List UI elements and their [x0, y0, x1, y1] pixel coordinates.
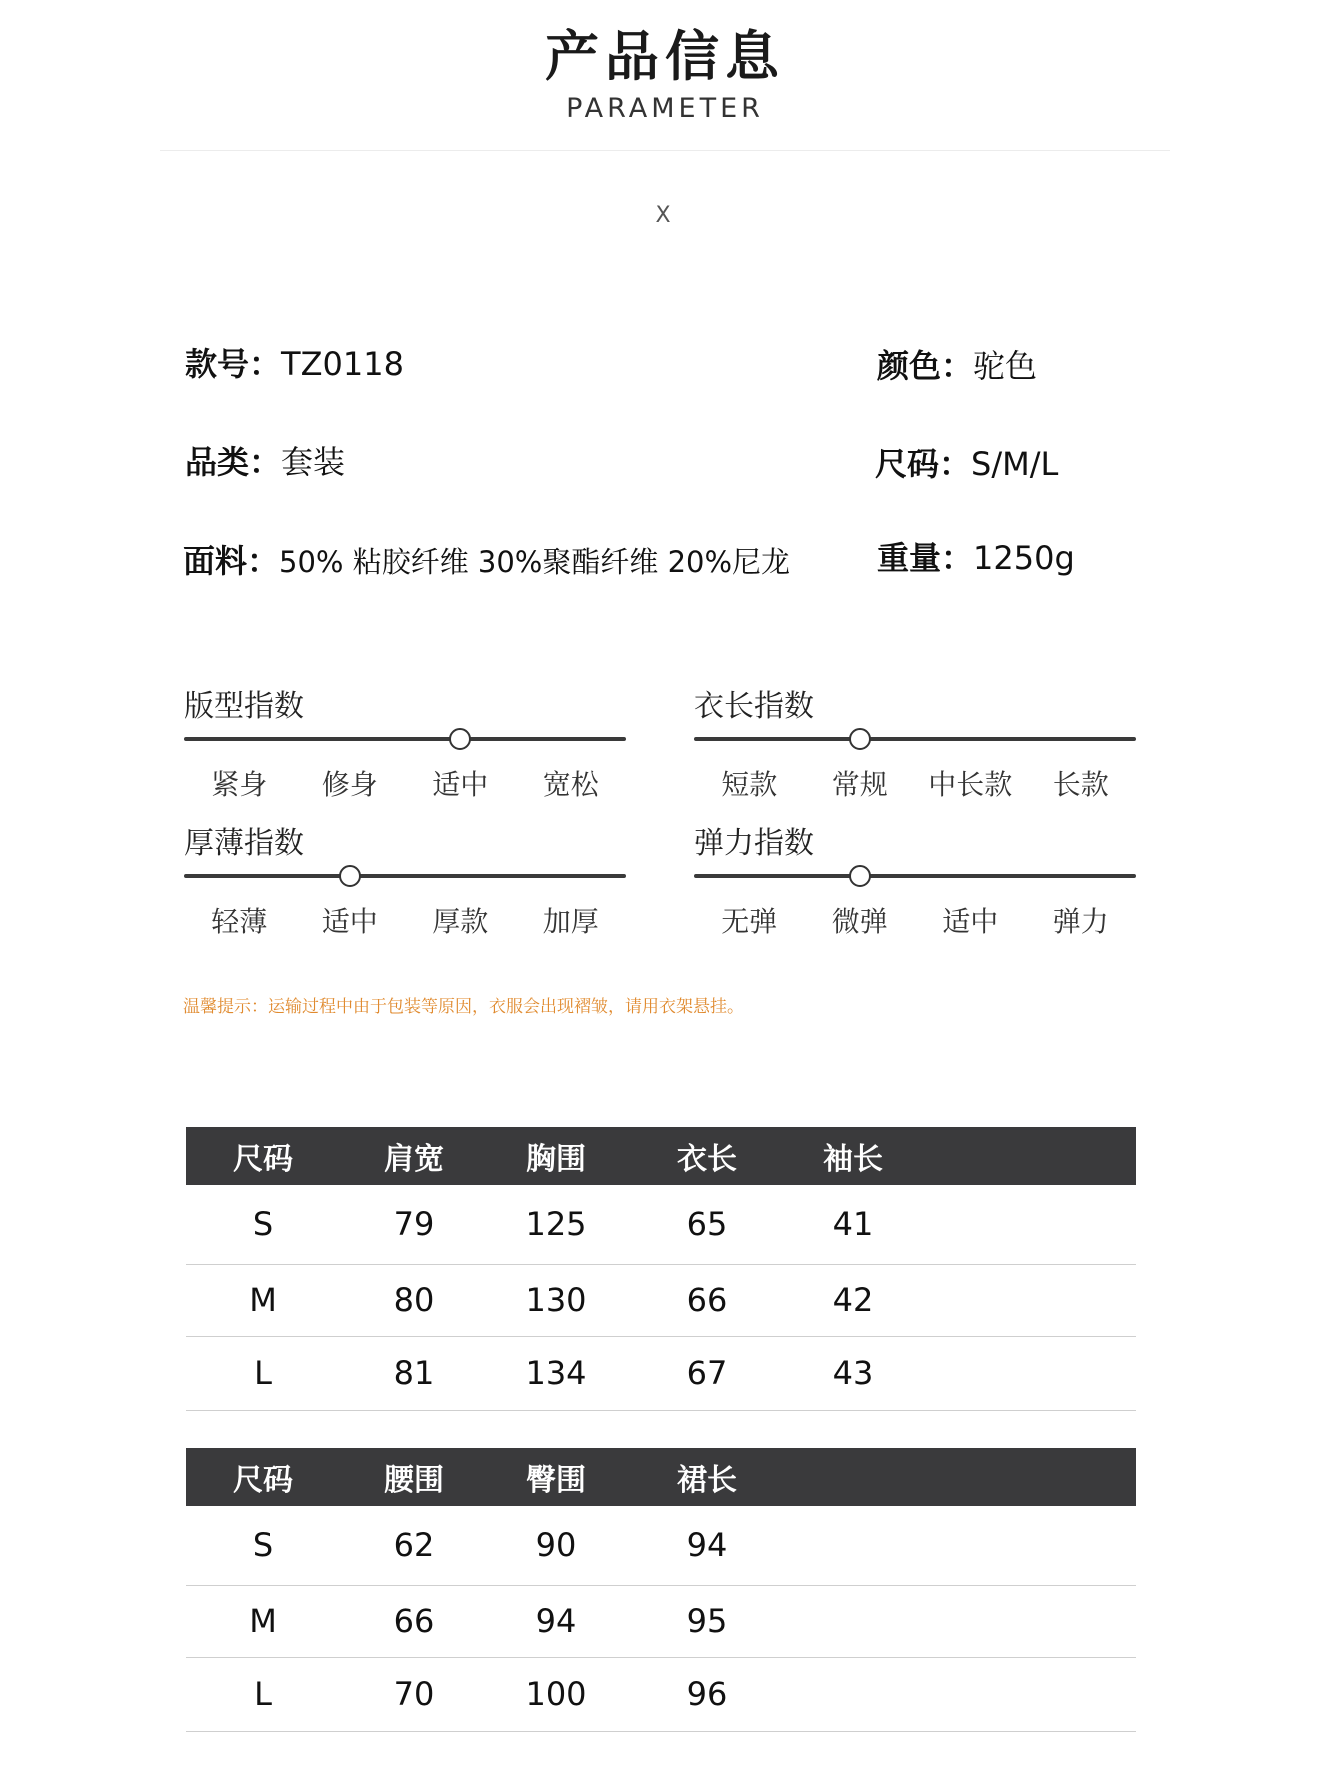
- scale-option: 短款: [721, 768, 778, 801]
- scale-option: 紧身: [211, 768, 268, 801]
- scale-knob: [849, 728, 871, 750]
- scale-option: 弹力: [1052, 905, 1109, 938]
- scale-track: [184, 874, 626, 878]
- table-cell: 95: [624, 1585, 790, 1657]
- table-cell: 94: [624, 1506, 790, 1585]
- table-header-cell: [916, 1127, 1136, 1185]
- scale-track: [694, 737, 1136, 741]
- scale-option: 无弹: [721, 905, 778, 938]
- info-style-no: [185, 343, 404, 385]
- table-header-row: [186, 1448, 1136, 1506]
- table-cell: L: [186, 1336, 340, 1410]
- info-color: [877, 345, 1037, 387]
- table-cell: 43: [790, 1336, 916, 1410]
- info-style-no-value: TZ0118: [281, 345, 404, 383]
- table-header-cell: 衣长: [624, 1127, 790, 1185]
- info-weight-label: 重量：: [877, 539, 974, 577]
- table-header-cell: [790, 1448, 916, 1506]
- table-header-cell: [916, 1448, 1136, 1506]
- table-cell: 81: [340, 1336, 488, 1410]
- table-cell: 130: [488, 1264, 624, 1336]
- scale-option: 中长款: [928, 768, 1013, 801]
- scale-knob: [449, 728, 471, 750]
- scale-title: 衣长指数: [694, 689, 814, 724]
- table-cell: 125: [488, 1185, 624, 1264]
- table-row: [186, 1336, 1136, 1410]
- scale-option: 适中: [432, 768, 489, 801]
- info-fabric-label: 面料：: [183, 542, 280, 580]
- info-weight: [877, 537, 1075, 579]
- info-category: [185, 441, 345, 483]
- table-cell: [790, 1657, 916, 1731]
- table-header-cell: 袖长: [790, 1127, 916, 1185]
- scale-knob: [849, 865, 871, 887]
- scale-option: 厚款: [432, 905, 489, 938]
- scale-option: 常规: [831, 768, 888, 801]
- info-category-label: 品类：: [185, 443, 282, 481]
- scale-elasticity: [694, 824, 1136, 944]
- scale-thickness: [184, 824, 626, 944]
- table-header-cell: 尺码: [186, 1127, 340, 1185]
- table-cell: 42: [790, 1264, 916, 1336]
- table-cell: S: [186, 1506, 340, 1585]
- scale-knob: [339, 865, 361, 887]
- scale-title: 版型指数: [184, 689, 304, 724]
- table-header-row: [186, 1127, 1136, 1185]
- table-cell: S: [186, 1185, 340, 1264]
- table-cell: 134: [488, 1336, 624, 1410]
- table-cell: 80: [340, 1264, 488, 1336]
- top-size-table: [186, 1127, 1136, 1411]
- info-style-no-label: 款号：: [185, 345, 282, 383]
- table-header-cell: 裙长: [624, 1448, 790, 1506]
- info-category-value: 套装: [281, 443, 346, 481]
- info-color-label: 颜色：: [877, 347, 974, 385]
- table-header-cell: 尺码: [186, 1448, 340, 1506]
- scale-option: 长款: [1052, 768, 1109, 801]
- table-cell: 90: [488, 1506, 624, 1585]
- table-row: [186, 1264, 1136, 1336]
- scale-option: 适中: [321, 905, 378, 938]
- scale-option: 加厚: [542, 905, 599, 938]
- info-size-label: 尺码：: [875, 445, 972, 483]
- info-color-value: 驼色: [973, 347, 1038, 385]
- table-cell: [790, 1506, 916, 1585]
- table-cell: [916, 1185, 1136, 1264]
- info-size: [875, 443, 1058, 485]
- header-divider: [160, 150, 1170, 151]
- table-header-cell: 胸围: [488, 1127, 624, 1185]
- table-cell: [916, 1336, 1136, 1410]
- table-header-cell: 臀围: [488, 1448, 624, 1506]
- bottom-size-table: [186, 1448, 1136, 1732]
- scale-option: 宽松: [542, 768, 599, 801]
- scale-option: 适中: [942, 905, 999, 938]
- scale-option: 微弹: [831, 905, 888, 938]
- close-icon[interactable]: X: [655, 203, 671, 228]
- scale-fit: [184, 687, 626, 807]
- table-header-cell: 肩宽: [340, 1127, 488, 1185]
- table-cell: M: [186, 1585, 340, 1657]
- info-fabric: [183, 540, 790, 583]
- table-cell: M: [186, 1264, 340, 1336]
- table-row: [186, 1585, 1136, 1657]
- info-size-value: S/M/L: [971, 445, 1059, 483]
- scale-track: [184, 737, 626, 741]
- table-cell: 94: [488, 1585, 624, 1657]
- info-weight-value: 1250g: [973, 539, 1075, 577]
- table-cell: L: [186, 1657, 340, 1731]
- table-cell: [916, 1585, 1136, 1657]
- table-cell: 41: [790, 1185, 916, 1264]
- table-cell: 67: [624, 1336, 790, 1410]
- table-cell: 66: [340, 1585, 488, 1657]
- scale-length: [694, 687, 1136, 807]
- table-cell: 65: [624, 1185, 790, 1264]
- care-notice: 温馨提示：运输过程中由于包装等原因，衣服会出现褶皱，请用衣架悬挂。: [183, 997, 744, 1017]
- table-row: [186, 1185, 1136, 1264]
- scale-track: [694, 874, 1136, 878]
- scale-option: 轻薄: [211, 905, 268, 938]
- table-row: [186, 1506, 1136, 1585]
- table-cell: [916, 1506, 1136, 1585]
- page-title: 产品信息: [545, 25, 785, 88]
- scale-title: 弹力指数: [694, 826, 814, 861]
- table-row: [186, 1657, 1136, 1731]
- scale-title: 厚薄指数: [184, 826, 304, 861]
- table-cell: 62: [340, 1506, 488, 1585]
- table-cell: [916, 1264, 1136, 1336]
- table-cell: 79: [340, 1185, 488, 1264]
- table-cell: 96: [624, 1657, 790, 1731]
- info-fabric-value: 50% 粘胶纤维 30%聚酯纤维 20%尼龙: [279, 545, 791, 579]
- table-cell: 66: [624, 1264, 790, 1336]
- table-cell: 100: [488, 1657, 624, 1731]
- scale-option: 修身: [321, 768, 378, 801]
- table-cell: [790, 1585, 916, 1657]
- page-subtitle: PARAMETER: [566, 93, 764, 124]
- table-header-cell: 腰围: [340, 1448, 488, 1506]
- table-cell: 70: [340, 1657, 488, 1731]
- table-cell: [916, 1657, 1136, 1731]
